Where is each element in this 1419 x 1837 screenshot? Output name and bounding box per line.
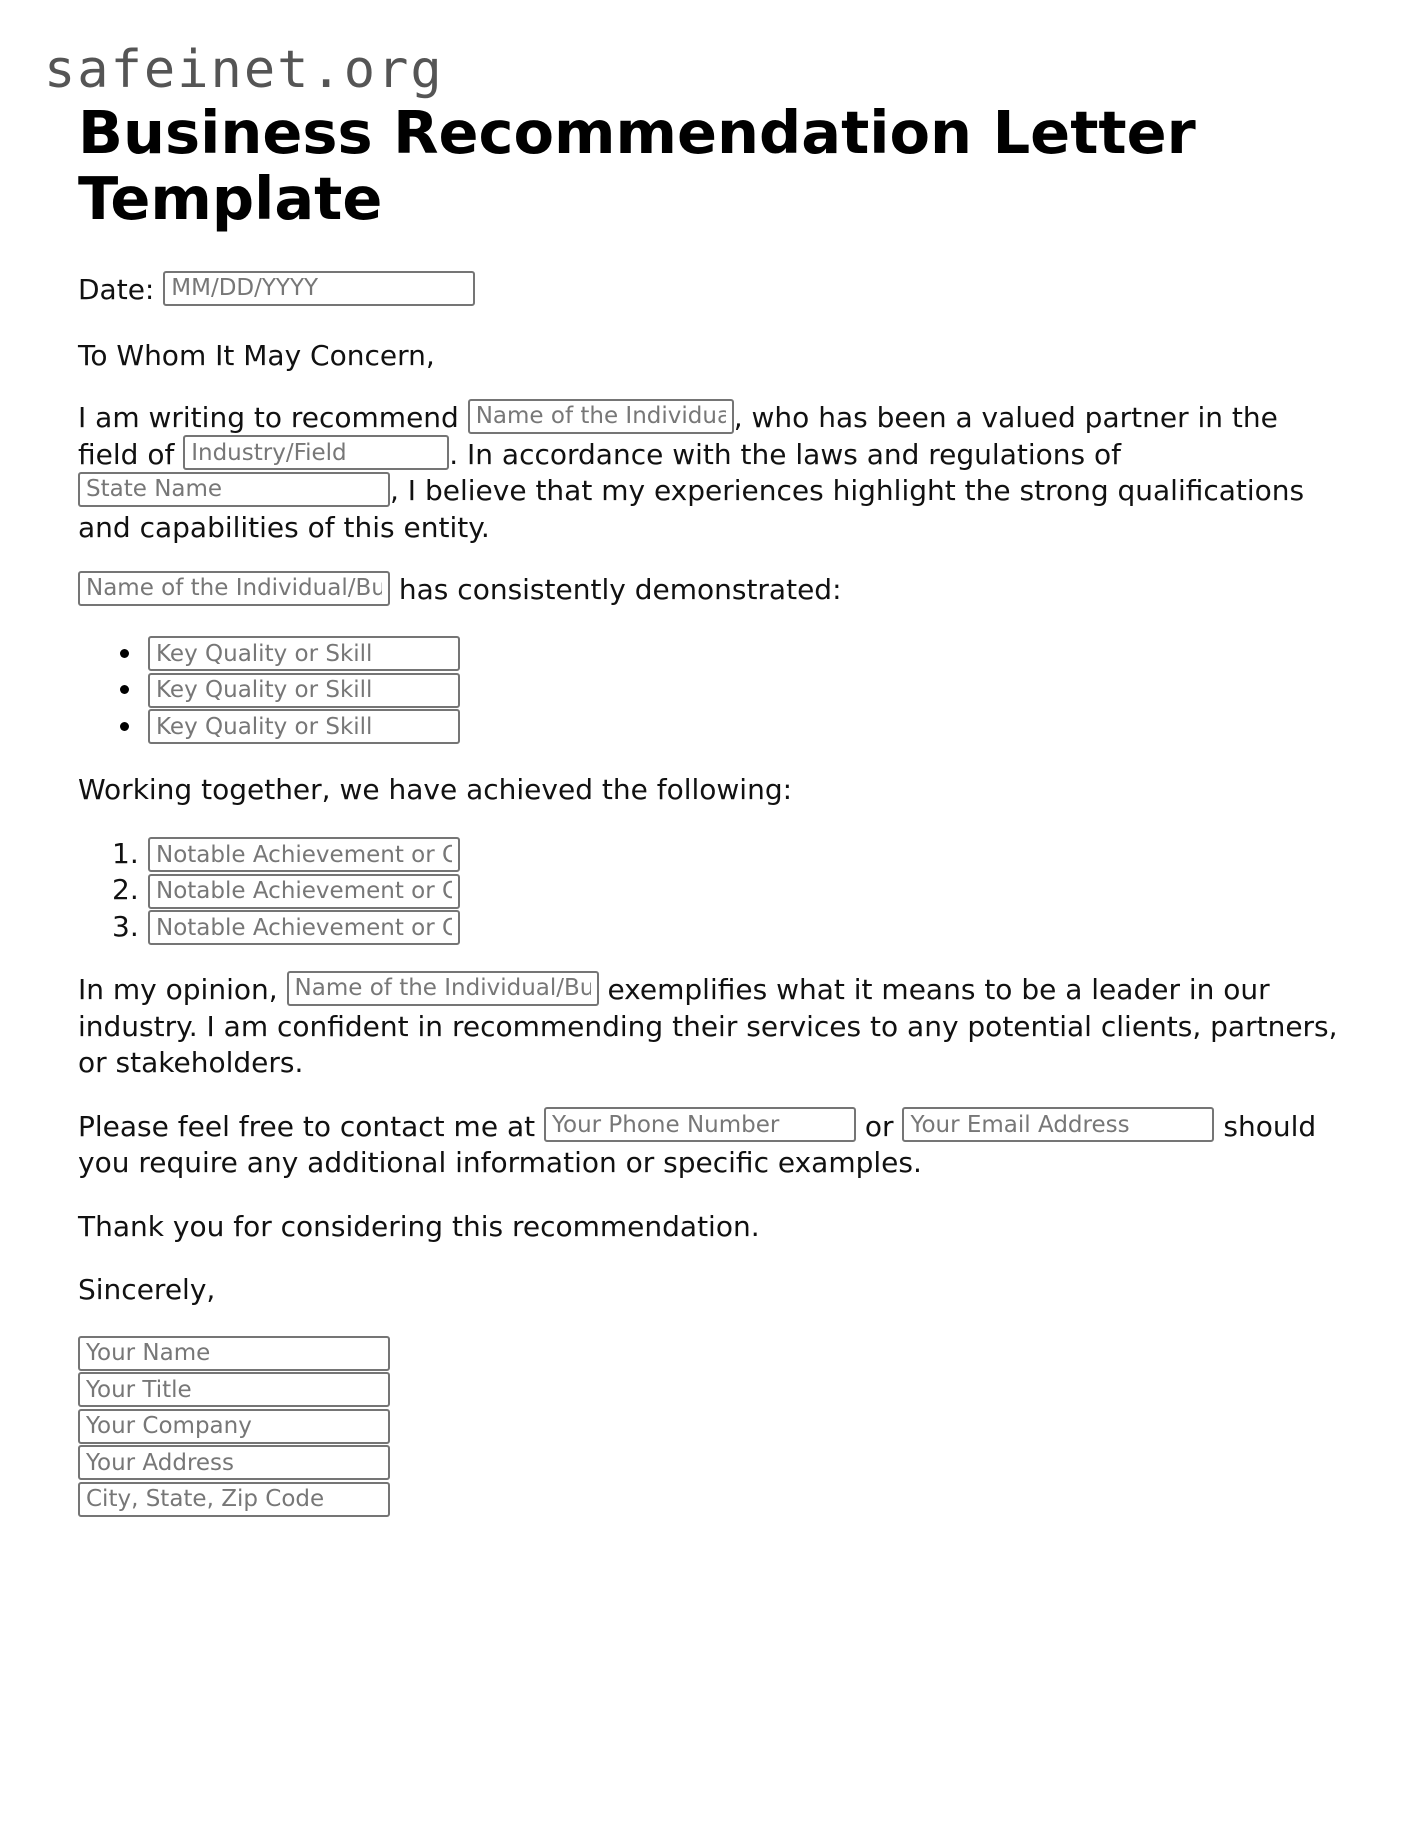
- achievement-input-1[interactable]: [148, 837, 460, 872]
- city-state-zip-input[interactable]: [78, 1482, 390, 1517]
- list-item: [112, 836, 1338, 873]
- opinion-text-1: In my opinion,: [78, 973, 287, 1006]
- intro-text-2: , who has been a valued partner in the field of: [78, 401, 1278, 471]
- your-address-input[interactable]: [78, 1445, 390, 1480]
- demonstrated-line: [78, 572, 1338, 609]
- date-line: [78, 272, 1338, 309]
- opinion-paragraph: [78, 972, 1338, 1082]
- your-name-input[interactable]: [78, 1336, 390, 1371]
- contact-text-2: or: [856, 1109, 903, 1143]
- list-item: [112, 872, 1338, 909]
- contact-paragraph: [78, 1109, 1338, 1182]
- watermark: safeinet.org: [44, 40, 444, 100]
- skill-input-1[interactable]: [148, 636, 460, 671]
- intro-text-3: . In accordance with the laws and regulations of: [449, 437, 1121, 471]
- salutation: To Whom It May Concern,: [78, 338, 435, 372]
- phone-input[interactable]: [544, 1107, 856, 1142]
- list-item: [148, 635, 1338, 672]
- signature-block: [78, 1336, 1338, 1517]
- letter-page: [78, 100, 1338, 1518]
- list-item: [148, 671, 1338, 708]
- achievement-number: 3.: [112, 909, 139, 943]
- email-input[interactable]: [902, 1107, 1214, 1142]
- intro-text-4: , I believe that my experiences highlight the strong qualifications and capabilities of this entity.: [78, 474, 1305, 544]
- closing-text: Sincerely,: [78, 1273, 216, 1306]
- skill-input-3[interactable]: [148, 709, 460, 744]
- page-title: Business Recommendation Letter Template: [78, 98, 1196, 233]
- achievement-number: 1.: [112, 836, 139, 870]
- contact-text-1: Please feel free to contact me at: [78, 1109, 544, 1143]
- date-label: Date:: [78, 273, 155, 306]
- demonstrated-text: has consistently demonstrated:: [390, 573, 842, 606]
- achievement-input-3[interactable]: [148, 910, 460, 945]
- intro-paragraph: [78, 400, 1338, 546]
- achievement-number: 2.: [112, 873, 139, 906]
- recommended-name-input[interactable]: [468, 399, 734, 434]
- working-together-text: Working together, we have achieved the following:: [78, 773, 793, 806]
- opinion-text-2: exemplifies what it means to be a leader in our industry. I am confident in recommending their services to any potential clients, partners, or stakeholders.: [78, 973, 1338, 1079]
- date-input[interactable]: [163, 271, 475, 306]
- your-title-input[interactable]: [78, 1372, 390, 1407]
- opinion-name-input[interactable]: [287, 971, 599, 1006]
- thanks-text: Thank you for considering this recommendation.: [78, 1209, 760, 1243]
- intro-text-1: I am writing to recommend: [78, 401, 468, 434]
- list-item: [112, 909, 1338, 946]
- achievements-list: [78, 836, 1338, 946]
- contact-text-3: should you require any additional information or specific examples.: [78, 1109, 1317, 1179]
- demonstrated-name-input[interactable]: [78, 571, 390, 606]
- skill-input-2[interactable]: [148, 673, 460, 708]
- achievement-input-2[interactable]: [148, 874, 460, 909]
- industry-input[interactable]: [183, 435, 449, 470]
- your-company-input[interactable]: [78, 1409, 390, 1444]
- skills-list: [78, 635, 1338, 745]
- list-item: [148, 708, 1338, 745]
- state-input[interactable]: [78, 472, 390, 507]
